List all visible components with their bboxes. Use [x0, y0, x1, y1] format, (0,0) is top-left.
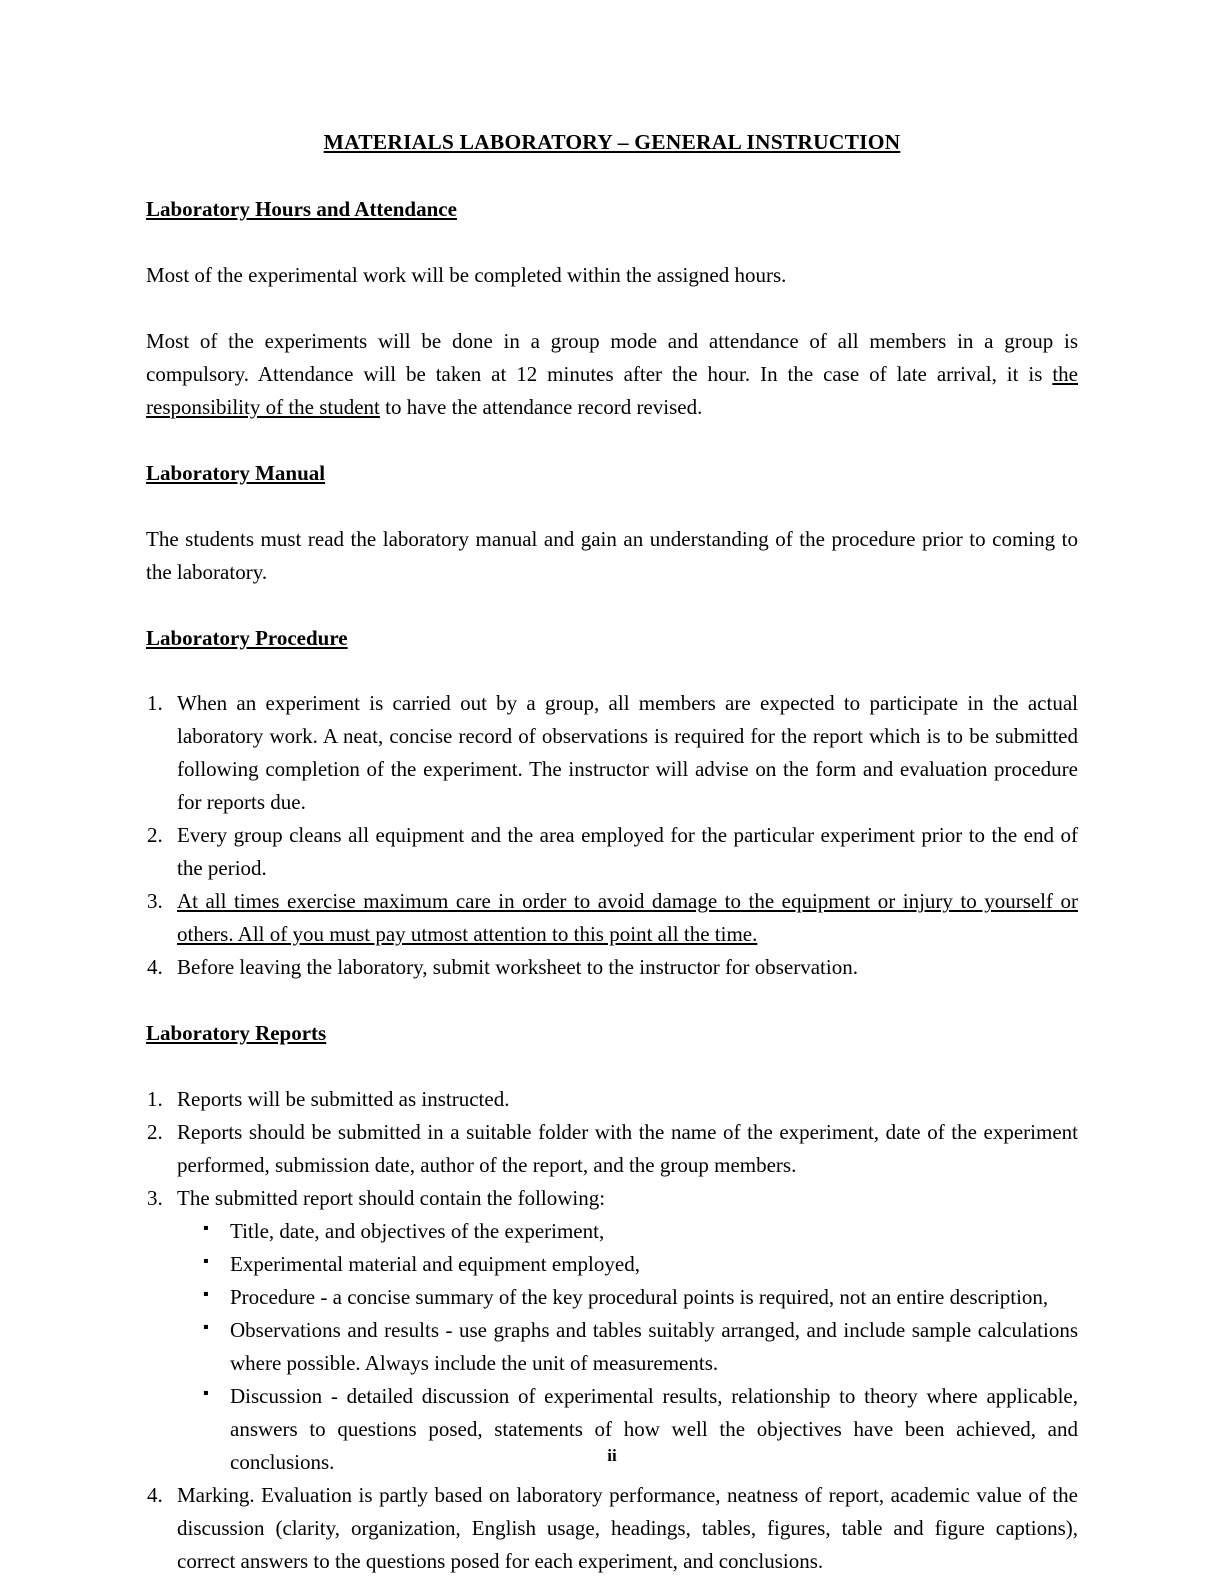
report-contents-item-observations: ▪ Observations and results - use graphs and tables suitably arranged, and include sample calculations where possible. Always include the unit of measurements. — [203, 1314, 1078, 1380]
report-contents-item-procedure: ▪ Procedure - a concise summary of the key procedural points is required, not an entire description, — [203, 1281, 1078, 1314]
reports-item-4: Marking. Evaluation is partly based on laboratory performance, neatness of report, academic value of the discussion (clarity, organization, English usage, headings, tables, figures, table and figure captions), correct answers to the questions posed for each experiment, and conclusions. — [177, 1482, 1078, 1573]
reports-list — [146, 1083, 1078, 1578]
page-number: ii — [607, 1446, 617, 1466]
report-contents-item-discussion: ▪ Discussion - detailed discussion of experimental results, relationship to theory where applicable, answers to questions posed, statements of how well the objectives have been achieved, and conclusions. — [203, 1380, 1078, 1479]
reports-item-3 — [146, 1182, 1078, 1479]
section-heading-procedure: Laboratory Procedure — [146, 625, 348, 650]
paragraph-manual-1: The students must read the laboratory manual and gain an understanding of the procedure prior to coming to the laboratory. — [146, 526, 1078, 584]
paragraph-hours-2 — [146, 325, 1078, 424]
section-laboratory-hours — [146, 193, 1078, 424]
paragraph-hours-2-text-after: to have the attendance record revised. — [379, 394, 703, 419]
reports-item-3-text: The submitted report should contain the following: — [177, 1186, 606, 1211]
section-heading-hours: Laboratory Hours and Attendance — [146, 196, 457, 221]
procedure-item-3-underlined-text: At all times exercise maximum care in order to avoid damage to the equipment or injury to yourself or others. All of you must pay utmost attention to this point all the time. — [177, 889, 1078, 947]
section-heading-manual: Laboratory Manual — [146, 460, 326, 485]
procedure-list — [146, 687, 1078, 984]
document-title: MATERIALS LABORATORY – GENERAL INSTRUCTION — [323, 130, 901, 154]
procedure-item-3 — [146, 885, 1078, 951]
paragraph-hours-1: Most of the experimental work will be completed within the assigned hours. — [146, 262, 787, 287]
reports-item-1: Reports will be submitted as instructed. — [177, 1087, 510, 1112]
procedure-item-1: When an experiment is carried out by a group, all members are expected to participate in the actual laboratory work. A neat, concise record of observations is required for the report which is to be submitted following completion of the experiment. The instructor will advise on the form and evaluation procedure for reports due. — [177, 691, 1078, 815]
procedure-item-2: Every group cleans all equipment and the area employed for the particular experiment prior to the end of the period. — [177, 823, 1078, 881]
section-laboratory-reports — [146, 1017, 1078, 1578]
report-contents-sublist — [177, 1215, 1078, 1479]
section-laboratory-procedure — [146, 622, 1078, 985]
paragraph-hours-2-underlined-phrase: the responsibility of the student — [146, 361, 1078, 419]
report-contents-item-materials: ▪ Experimental material and equipment employed, — [203, 1248, 1078, 1281]
section-heading-reports: Laboratory Reports — [146, 1021, 327, 1046]
reports-item-2: Reports should be submitted in a suitable folder with the name of the experiment, date of the experiment performed, submission date, author of the report, and the group members. — [177, 1120, 1078, 1178]
section-laboratory-manual — [146, 457, 1078, 589]
report-contents-item-title: ▪ Title, date, and objectives of the experiment, — [203, 1215, 1078, 1248]
paragraph-hours-2-text: Most of the experiments will be done in a group mode and attendance of all members in a group is compulsory. Attendance will be taken at 12 minutes after the hour. In the case of late arrival, it is — [146, 328, 1078, 386]
procedure-item-4: Before leaving the laboratory, submit worksheet to the instructor for observation. — [177, 955, 858, 980]
